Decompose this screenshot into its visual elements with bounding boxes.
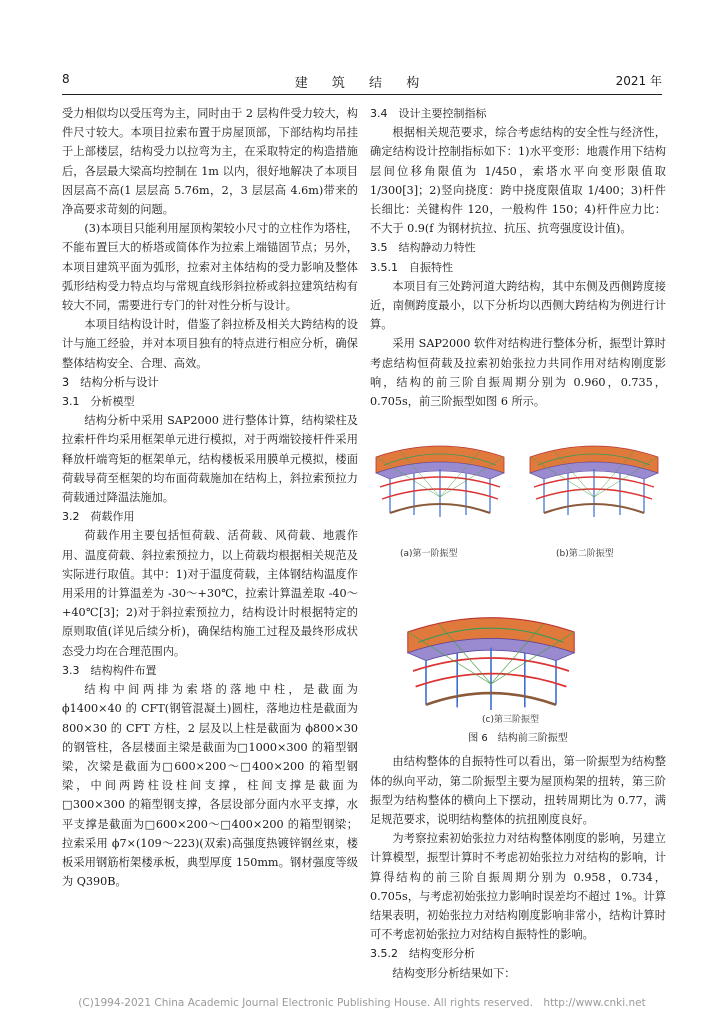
journal-title: 建 筑 结 构 bbox=[294, 76, 430, 91]
paragraph: 为考察拉索初始张拉力对结构整体刚度的影响，另建立计算模型，振型计算时不考虑初始张拉力对结构的影响，计算得结构的前三阶自振周期分别为 0.958，0.734，0.705s，与考虑初始张拉力影响时误差均不超过 1%。计算结果表明，初始张拉力对结构刚度影响非常小，结构计算时可不考虑初始张拉力对结构自振特性的影响。 bbox=[370, 832, 666, 942]
mode-shape-c bbox=[408, 618, 574, 710]
figure-caption: 图 6 结构前三阶振型 bbox=[468, 733, 568, 745]
subcaption-c: (c)第三阶振型 bbox=[482, 715, 539, 726]
paragraph: 荷载作用主要包括恒荷载、活荷载、风荷载、地震作用、温度荷载、斜拉索预拉力，以上荷载均根据相关规范及实际进行取值。其中：1)对于温度荷载，主体钢结构温度作用采用的计算温差为 -30～+30℃，拉索计算温差取 -40～+40℃[3]；2)对于斜拉索预拉力，结构设计时根据特定的原则取值(详见后续分析)，确保结构施工过程及最终形成状态受力均在合理范围内。 bbox=[62, 529, 358, 658]
subcaption-a: (a)第一阶振型 bbox=[400, 549, 458, 560]
page-header bbox=[62, 72, 662, 90]
left-column bbox=[62, 104, 358, 891]
mode-shape-a bbox=[376, 446, 504, 517]
copyright-footer: (C)1994-2021 China Academic Journal Electronic Publishing House. All rights reserved. http://www.cnki.net bbox=[78, 997, 646, 1009]
right-column bbox=[370, 104, 666, 983]
paragraph: 本项目有三处跨河道大跨结构，其中东侧及西侧跨度接近，南侧跨度最小，以下分析均以西侧大跨结构为例进行计算。 bbox=[370, 279, 666, 332]
subsection-heading: 3.5.2 结构变形分析 bbox=[370, 947, 475, 961]
header-rule bbox=[62, 94, 662, 95]
paragraph: 采用 SAP2000 软件对结构进行整体分析，振型计算时考虑结构恒荷载及拉索初始张拉力共同作用对结构刚度影响，结构的前三阶自振周期分别为 0.960，0.735，0.705s，前三阶振型如图 6 所示。 bbox=[370, 337, 666, 409]
mode-shape-b bbox=[530, 446, 658, 517]
paragraph: 由结构整体的自振特性可以看出，第一阶振型为结构整体的纵向平动，第二阶振型主要为屋顶构架的扭转，第三阶振型为结构整体的横向上下摆动，扭转周期比为 0.77，满足规范要求，说明结构整体的抗扭刚度良好。 bbox=[370, 755, 666, 827]
subsection-heading: 3.2 荷载作用 bbox=[62, 510, 135, 524]
subcaption-b: (b)第二阶振型 bbox=[556, 549, 614, 560]
page-number: 8 bbox=[62, 72, 70, 86]
subsection-heading: 3.5 结构静动力特性 bbox=[370, 241, 476, 255]
section-heading: 3 结构分析与设计 bbox=[62, 375, 159, 389]
subsection-heading: 3.1 分析模型 bbox=[62, 395, 135, 409]
paragraph: 结构分析中采用 SAP2000 进行整体计算，结构梁柱及拉索杆件均采用框架单元进行模拟，对于两端铰接杆件采用释放杆端弯矩的框架单元，结构楼板采用膜单元模拟，楼面荷载导荷至框架的均布面荷载施加在结构上，斜拉索预拉力荷载通过降温法施加。 bbox=[62, 414, 358, 505]
subsection-heading: 3.4 设计主要控制指标 bbox=[370, 107, 487, 120]
paragraph: 受力相似均以受压弯为主，同时由于 2 层构件受力较大，构件尺寸较大。本项目拉索布置于房屋顶部，下部结构均吊挂于上部楼层，结构受力以拉弯为主，在采取特定的构造措施后，各层最大梁高均控制在 1m 以内，很好地解决了本项目因层高不高(1 层层高 5.76m，2，3 层层高 4.6m)带来的净高要求苛刻的问题。 bbox=[62, 107, 358, 217]
paragraph: (3)本项目只能利用屋顶构架较小尺寸的立柱作为塔柱，不能布置巨大的桥塔或简体作为拉索上端锚固节点；另外，本项目建筑平面为弧形，拉索对主体结构的受力影响及整体弧形结构受力特点均与常规直线形斜拉桥或斜拉建筑结构有较大不同，需要进行专门的针对性分析与设计。 bbox=[62, 222, 358, 313]
paragraph: 结构中间两排为索塔的落地中柱，是截面为 ϕ1400×40 的 CFT(钢管混凝土)圆柱，落地边柱是截面为 800×30 的 CFT 方柱，2 层及以上柱是截面为 ϕ800×30 的钢管柱，各层楼面主梁是截面为□1000×300 的箱型钢梁，次梁是截面为□600×200～□400×200 的箱型钢梁，中间两跨柱设柱间支撑，柱间支撑是截面为□300×300 的箱型钢支撑，各层设部分面内水平支撑，水平支撑是截面为□600×200～□400×200 的箱型钢梁；拉索采用 ϕ7×(109～223)(双索)高强度热镀锌钢丝束，楼板采用钢筋桁架楼承板，典型厚度 150mm。钢材强度等级为 Q390B。 bbox=[62, 683, 358, 889]
journal-year: 2021 年 bbox=[615, 74, 662, 88]
paragraph: 本项目结构设计时，借鉴了斜拉桥及相关大跨结构的设计与施工经验，并对本项目独有的特点进行相应分析，确保整体结构安全、合理、高效。 bbox=[62, 318, 358, 370]
figure-6 bbox=[370, 415, 666, 727]
paragraph: 结构变形分析结果如下： bbox=[392, 966, 516, 980]
paragraph: 根据相关规范要求，综合考虑结构的安全性与经济性，确定结构设计控制指标如下：1)水平变形：地震作用下结构层间位移角限值为 1/450，索塔水平向变形限值取 1/300[3]；2)竖向挠度：跨中挠度限值取 1/400；3)杆件长细比：关键构件 120，一般构件 150；4)杆件应力比：不大于 0.9(f 为钢材抗拉、抗压、抗弯强度设计值)。 bbox=[370, 126, 666, 236]
mode-shape-figure bbox=[370, 415, 666, 727]
subsection-heading: 3.3 结构构件布置 bbox=[62, 663, 157, 677]
subsection-heading: 3.5.1 自振特性 bbox=[370, 260, 453, 274]
